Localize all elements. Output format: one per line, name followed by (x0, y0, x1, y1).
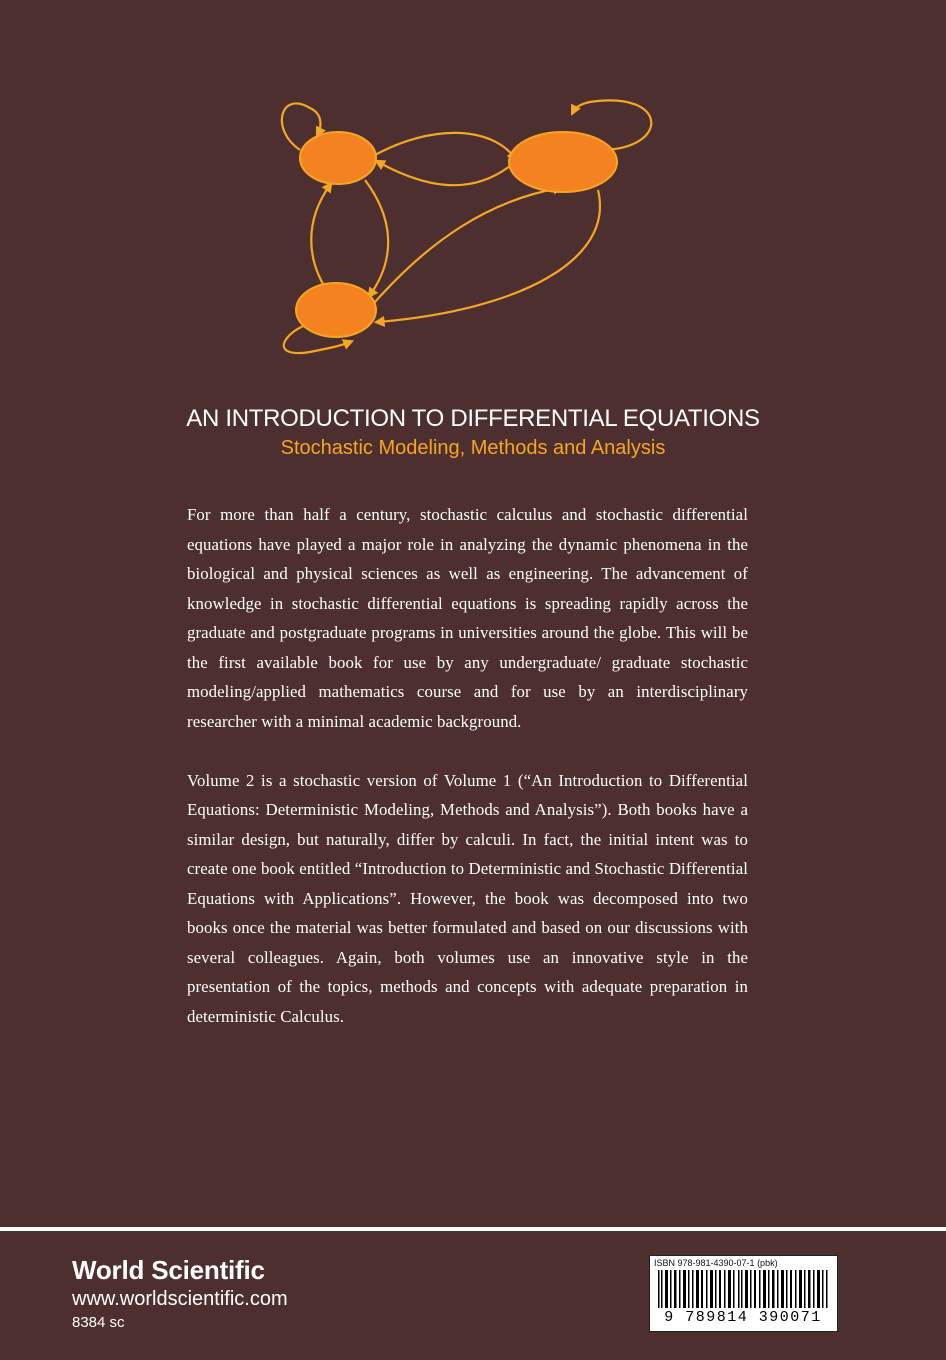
publisher-url: www.worldscientific.com (72, 1288, 288, 1310)
barcode (649, 1255, 838, 1332)
publisher-name: World Scientific (72, 1255, 265, 1285)
edge-b-c (378, 190, 600, 322)
state-transition-diagram (270, 90, 680, 370)
blurb-paragraph-1: For more than half a century, stochastic calculus and stochastic differential equations have played a major role in analyzing the dynamic phenomena in the biological and physical sciences as well as engineering. The advancement of knowledge in stochastic differential equations is spreading rapidly across the graduate and postgraduate programs in universities around the globe. This will be the first available book for use by any undergraduate/ graduate stochastic modeling/applied mathematics course and for use by an interdisciplinary researcher with a minimal academic background. (187, 505, 748, 731)
edge-b-a (378, 162, 515, 185)
blurb-paragraph-2: Volume 2 is a stochastic version of Volume 1 (“An Introduction to Differential Equations: Deterministic Modeling, Methods and Analysis”). Both books have a similar design, but naturally, differ by calculi. In fact, the initial intent was to create one book entitled “Introduction to Deterministic and Stochastic Differential Equations with Applications”. However, the book was decomposed into two books once the material was better formulated and based on our discussions with several colleagues. Again, both volumes use an innovative style in the presentation of the topics, methods and concepts with adequate preparation in deterministic Calculus. (187, 770, 748, 1026)
book-title: AN INTRODUCTION TO DIFFERENTIAL EQUATIONS (186, 405, 760, 432)
barcode-number: 9 789814 390071 (652, 1308, 834, 1328)
blurb (187, 500, 748, 1061)
node-a (300, 132, 376, 184)
edge-a-b (375, 133, 515, 158)
book-subtitle: Stochastic Modeling, Methods and Analysis (280, 437, 666, 459)
node-c (296, 283, 376, 337)
title-block (150, 404, 796, 462)
divider (0, 1227, 946, 1231)
isbn: ISBN 978-981-4390-07-1 (pbk) (654, 1258, 778, 1268)
product-code: 8384 sc (72, 1314, 125, 1331)
node-b (509, 132, 617, 192)
publisher-block (72, 1254, 288, 1334)
edge-a-c (365, 180, 388, 295)
edge-c-a (311, 185, 330, 295)
